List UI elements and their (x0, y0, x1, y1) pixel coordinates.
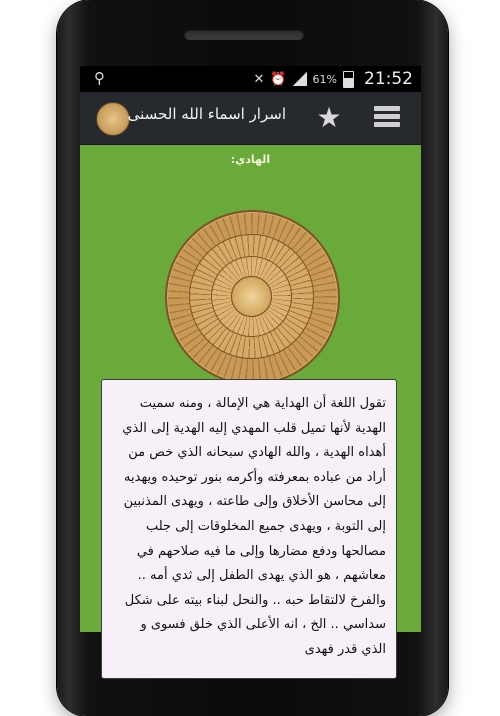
phone-speaker (184, 29, 304, 40)
clock: 21:52 (364, 69, 413, 89)
status-bar (80, 66, 421, 92)
action-bar (80, 92, 421, 145)
app-logo-icon[interactable] (96, 102, 130, 136)
menu-icon-bar (374, 114, 400, 119)
app-title: اسرار اسماء الله الحسنى (127, 105, 286, 123)
description-text: تقول اللغة أن الهداية هي الإمالة ، ومنه سميت الهدية لأنها تميل قلب المهدي إليه الهدية إلى الذي أهداه الهدية ، والله الهادي سبحانه الذي خص من أراد من عباده بمعرفته وأكرمه بنور توحيده ويهديه إلى محاسن الأخلاق وإلى طاعته ، ويهدى المذنبين إلى التوبة ، ويهدى جميع المخلوقات إلى جلب مصالحها ودفع مضارها وإلى ما فيه صلاحهم في معاشهم ، هو الذي يهدى الطفل إلى ثدي أمه .. والفرخ لالتقاط حبه .. والنحل لبناء بيته على شكل سداسي .. الخ ، انه الأعلى الذي خلق فسوى و الذي قدر فهدى (122, 396, 386, 657)
description-card[interactable] (101, 379, 397, 679)
usb-icon: ⚲ (94, 69, 105, 87)
menu-icon-bar (374, 122, 400, 127)
device-screen (80, 66, 421, 657)
medallion-core (231, 276, 272, 317)
battery-percent: 61% (312, 72, 337, 86)
content-area[interactable] (80, 145, 421, 657)
mute-icon: ✕ (253, 71, 265, 87)
battery-icon (343, 71, 354, 88)
menu-button[interactable] (374, 106, 400, 130)
status-icons (253, 66, 413, 92)
favorite-star-button[interactable] (312, 101, 346, 135)
star-icon: ★ (316, 101, 342, 134)
menu-icon-bar (374, 106, 400, 111)
asma-medallion-image (165, 210, 340, 385)
signal-icon (293, 72, 307, 86)
name-title: الهادي: (230, 153, 271, 166)
alarm-icon: ⏰ (270, 71, 287, 87)
